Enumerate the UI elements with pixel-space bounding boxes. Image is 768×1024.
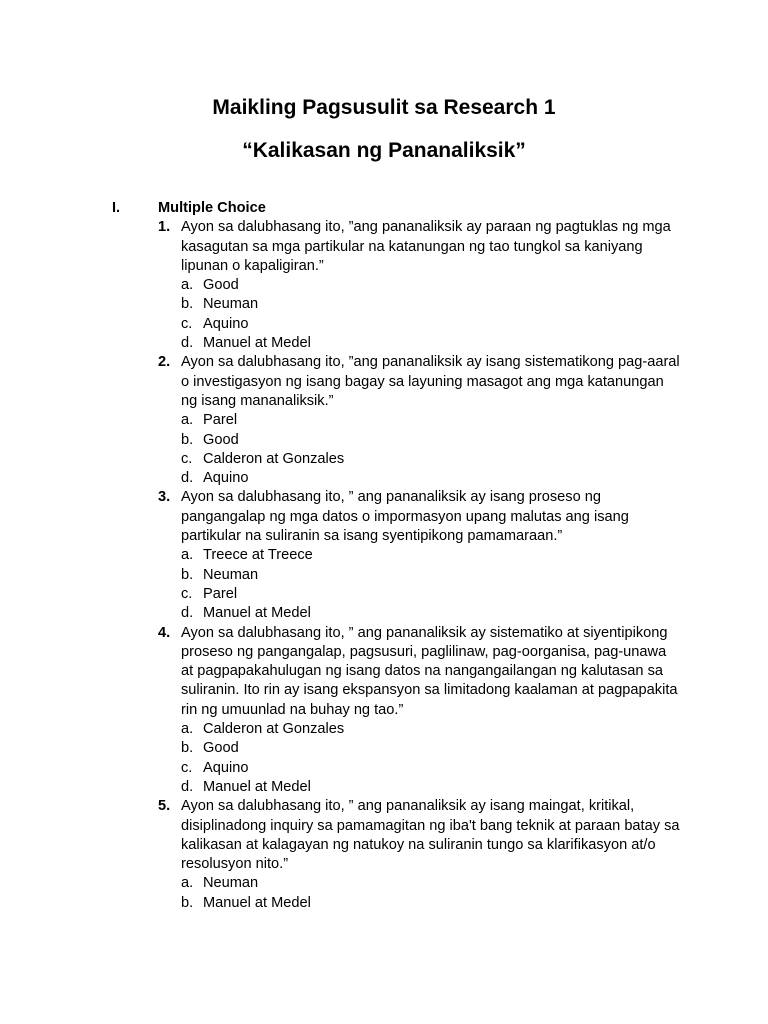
option-letter: d. — [181, 778, 194, 795]
section-number: I. — [112, 200, 121, 216]
section-heading — [112, 199, 682, 218]
option-text: Parel — [203, 412, 238, 429]
option-text: Aquino — [203, 470, 249, 487]
option-letter: a. — [181, 721, 194, 738]
multiple-choice-section — [112, 199, 682, 913]
option-letter: b. — [181, 296, 194, 313]
question-5 — [158, 797, 682, 874]
option-text: Neuman — [203, 296, 259, 313]
option-letter: d. — [181, 605, 194, 622]
option — [181, 759, 682, 778]
option — [181, 450, 682, 469]
question-text: Ayon sa dalubhasang ito, ”ang pananaliksik ay paraan ng pagtuklas ng mga kasagutan sa mga partikular na katanungan ng tao tungkol sa kaniyang lipunan o kapaligiran.” — [181, 219, 671, 274]
option-text: Aquino — [203, 759, 249, 776]
option-letter: d. — [181, 335, 194, 352]
option-text: Neuman — [203, 566, 259, 583]
question-text: Ayon sa dalubhasang ito, ”ang pananaliksik ay isang sistematikong pag-aaral o investigasyon ng isang bagay sa layuning masagot ang mga katanungan ng isang mananaliksik.” — [181, 354, 680, 409]
option-letter: c. — [181, 315, 193, 332]
page-subtitle: “Kalikasan ng Pananaliksik” — [242, 139, 526, 162]
question-text: Ayon sa dalubhasang ito, ” ang pananaliksik ay isang proseso ng pangangalap ng mga datos o impormasyon upang malutas ang isang partikular na suliranin sa isang syentipikong pamamaraan.” — [181, 489, 629, 545]
question-number: 5. — [158, 798, 171, 815]
option-letter: a. — [181, 277, 194, 294]
option-letter: b. — [181, 740, 194, 757]
option — [181, 585, 682, 604]
option — [181, 604, 682, 623]
option — [181, 546, 682, 565]
option-text: Good — [203, 431, 239, 448]
option-text: Good — [203, 277, 239, 294]
question-3 — [158, 488, 682, 546]
option-text: Parel — [203, 585, 238, 602]
option-letter: b. — [181, 431, 194, 448]
question-text: Ayon sa dalubhasang ito, ” ang pananaliksik ay isang maingat, kritikal, disiplinadong inquiry sa pamamagitan ng iba't bang teknik at paraan batay sa kalikasan at kalagayan ng natukoy na suliranin tungo sa klarifikasyon at/o resolusyon nito.” — [181, 798, 680, 873]
option-text: Aquino — [203, 315, 249, 332]
option-letter: b. — [181, 566, 194, 583]
question-2 — [158, 353, 682, 411]
option-letter: a. — [181, 875, 194, 892]
option-letter: c. — [181, 450, 193, 467]
section-title: Multiple Choice — [158, 200, 266, 216]
option — [181, 739, 682, 758]
option — [181, 469, 682, 488]
option — [181, 334, 682, 353]
option-text: Calderon at Gonzales — [203, 450, 345, 467]
option-letter: a. — [181, 547, 194, 564]
question-number: 1. — [158, 219, 171, 236]
page-title: Maikling Pagsusulit sa Research 1 — [212, 96, 556, 119]
option-letter: c. — [181, 585, 193, 602]
option-text: Calderon at Gonzales — [203, 721, 345, 738]
option — [181, 566, 682, 585]
question-text: Ayon sa dalubhasang ito, ” ang pananaliksik ay sistematiko at siyentipikong proseso ng pangangalap, pagsusuri, paglilinaw, pag-oorganisa, pag-unawa at pagpapakahulugan ng isang datos na nangangailangan ng kalutasan sa suliranin. Ito rin ay isang ekspansyon sa limitadong kaalaman at pagpapakita rin ng umuunlad na buhay ng tao.” — [181, 624, 678, 718]
option-text: Treece at Treece — [203, 547, 313, 564]
option-text: Manuel at Medel — [203, 335, 311, 352]
option-text: Neuman — [203, 875, 259, 892]
option-letter: c. — [181, 759, 193, 776]
option-text: Manuel at Medel — [203, 894, 311, 911]
option-letter: b. — [181, 894, 194, 911]
option — [181, 295, 682, 314]
option-text: Manuel at Medel — [203, 778, 311, 795]
option — [181, 720, 682, 739]
option — [181, 778, 682, 797]
option — [181, 315, 682, 334]
question-number: 2. — [158, 354, 171, 371]
option-letter: a. — [181, 412, 194, 429]
option-letter: d. — [181, 470, 194, 487]
option-text: Manuel at Medel — [203, 605, 311, 622]
option-text: Good — [203, 740, 239, 757]
option — [181, 431, 682, 450]
question-4 — [158, 624, 682, 720]
option — [181, 276, 682, 295]
option — [181, 874, 682, 893]
question-number: 4. — [158, 624, 171, 641]
option — [181, 411, 682, 430]
question-1 — [158, 218, 682, 276]
question-number: 3. — [158, 489, 171, 506]
option — [181, 894, 682, 913]
